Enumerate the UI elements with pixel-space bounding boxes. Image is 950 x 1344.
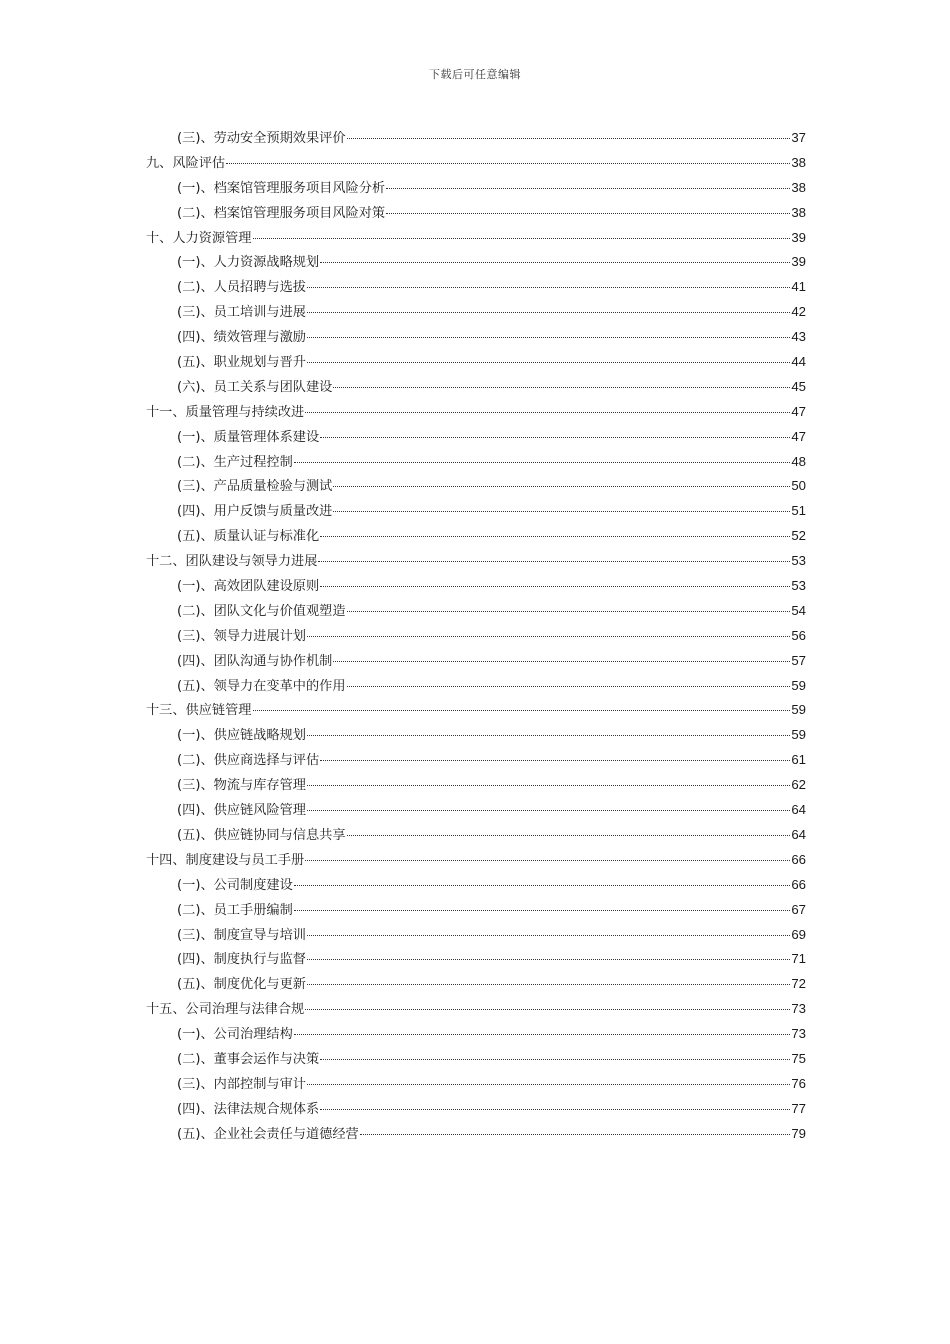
toc-entry-page-number: 59 [791, 727, 806, 743]
toc-entry-title: (五)、质量认证与标准化 [177, 529, 320, 545]
toc-section-entry[interactable] [146, 375, 806, 400]
toc-chapter-entry[interactable] [146, 151, 806, 176]
toc-chapter-entry[interactable] [146, 698, 806, 723]
toc-dot-leader [307, 984, 790, 985]
toc-entry-page-number: 38 [791, 204, 806, 220]
toc-section-entry[interactable] [146, 574, 806, 599]
toc-entry-title: (二)、人员招聘与选拔 [177, 280, 306, 296]
toc-section-entry[interactable] [146, 176, 806, 201]
toc-entry-page-number: 73 [791, 1001, 806, 1017]
toc-dot-leader [226, 163, 790, 164]
toc-entry-title: (六)、员工关系与团队建设 [177, 379, 333, 395]
toc-entry-title: (一)、公司治理结构 [177, 1027, 293, 1043]
toc-dot-leader [320, 760, 790, 761]
toc-section-entry[interactable] [146, 923, 806, 948]
toc-dot-leader [386, 213, 790, 214]
table-of-contents [146, 126, 806, 1147]
toc-entry-title: (四)、法律法规合规体系 [177, 1101, 320, 1117]
toc-dot-leader [347, 686, 791, 687]
toc-section-entry[interactable] [146, 972, 806, 997]
toc-dot-leader [320, 536, 790, 537]
toc-entry-page-number: 66 [791, 851, 806, 867]
toc-entry-title: (三)、内部控制与审计 [177, 1076, 306, 1092]
toc-entry-title: (三)、劳动安全预期效果评价 [177, 131, 346, 146]
toc-entry-title: 十四、制度建设与员工手册 [146, 852, 305, 868]
toc-dot-leader [307, 312, 790, 313]
toc-entry-page-number: 79 [791, 1125, 806, 1141]
toc-entry-page-number: 48 [791, 453, 806, 469]
toc-dot-leader [360, 1134, 791, 1135]
toc-dot-leader [253, 710, 791, 711]
toc-dot-leader [294, 910, 791, 911]
toc-entry-title: (三)、领导力进展计划 [177, 628, 306, 644]
toc-entry-page-number: 50 [791, 478, 806, 494]
toc-dot-leader [307, 959, 790, 960]
toc-entry-page-number: 43 [791, 329, 806, 345]
toc-entry-page-number: 66 [791, 876, 806, 892]
toc-section-entry[interactable] [146, 1122, 806, 1147]
toc-entry-page-number: 69 [791, 926, 806, 942]
toc-chapter-entry[interactable] [146, 226, 806, 251]
toc-entry-page-number: 54 [791, 602, 806, 618]
toc-dot-leader [307, 785, 790, 786]
toc-entry-page-number: 41 [791, 279, 806, 295]
toc-dot-leader [307, 636, 790, 637]
toc-entry-page-number: 38 [791, 179, 806, 195]
toc-dot-leader [320, 437, 790, 438]
toc-dot-leader [347, 611, 791, 612]
toc-dot-leader [320, 586, 790, 587]
toc-dot-leader [307, 1084, 790, 1085]
toc-chapter-entry[interactable] [146, 400, 806, 425]
toc-dot-leader [320, 1109, 790, 1110]
toc-section-entry[interactable] [146, 126, 806, 151]
toc-section-entry[interactable] [146, 325, 806, 350]
toc-entry-title: (五)、供应链协同与信息共享 [177, 827, 346, 843]
toc-dot-leader [305, 1009, 790, 1010]
toc-entry-page-number: 39 [791, 229, 806, 245]
toc-dot-leader [294, 885, 791, 886]
toc-dot-leader [333, 511, 790, 512]
toc-entry-title: (一)、供应链战略规划 [177, 728, 306, 744]
toc-entry-title: (二)、团队文化与价值观塑造 [177, 603, 346, 619]
toc-section-entry[interactable] [146, 450, 806, 475]
toc-section-entry[interactable] [146, 1047, 806, 1072]
toc-dot-leader [307, 735, 790, 736]
toc-section-entry[interactable] [146, 474, 806, 499]
toc-section-entry[interactable] [146, 723, 806, 748]
toc-dot-leader [307, 287, 790, 288]
toc-section-entry[interactable] [146, 674, 806, 699]
toc-section-entry[interactable] [146, 275, 806, 300]
toc-section-entry[interactable] [146, 1097, 806, 1122]
toc-section-entry[interactable] [146, 350, 806, 375]
toc-entry-title: (三)、产品质量检验与测试 [177, 479, 333, 495]
toc-section-entry[interactable] [146, 873, 806, 898]
toc-entry-page-number: 72 [791, 976, 806, 992]
toc-entry-title: 十二、团队建设与领导力进展 [146, 554, 318, 570]
toc-entry-title: (四)、用户反馈与质量改进 [177, 504, 333, 520]
toc-entry-page-number: 53 [791, 578, 806, 594]
toc-section-entry[interactable] [146, 624, 806, 649]
toc-entry-page-number: 56 [791, 627, 806, 643]
toc-dot-leader [333, 387, 790, 388]
toc-entry-page-number: 47 [791, 428, 806, 444]
toc-dot-leader [318, 561, 790, 562]
toc-entry-page-number: 53 [791, 553, 806, 569]
toc-entry-page-number: 59 [791, 677, 806, 693]
toc-dot-leader [294, 1034, 791, 1035]
toc-section-entry[interactable] [146, 425, 806, 450]
toc-entry-page-number: 75 [791, 1050, 806, 1066]
toc-entry-page-number: 61 [791, 752, 806, 768]
toc-dot-leader [333, 486, 790, 487]
toc-entry-page-number: 59 [791, 702, 806, 718]
toc-dot-leader [305, 860, 790, 861]
toc-section-entry[interactable] [146, 300, 806, 325]
toc-dot-leader [333, 661, 790, 662]
toc-section-entry[interactable] [146, 823, 806, 848]
toc-section-entry[interactable] [146, 250, 806, 275]
toc-section-entry[interactable] [146, 599, 806, 624]
toc-chapter-entry[interactable] [146, 848, 806, 873]
toc-dot-leader [386, 188, 790, 189]
toc-entry-title: (五)、职业规划与晋升 [177, 355, 306, 371]
toc-entry-title: (二)、员工手册编制 [177, 902, 293, 918]
toc-entry-title: 十一、质量管理与持续改进 [146, 404, 305, 420]
toc-entry-title: (一)、公司制度建设 [177, 877, 293, 893]
toc-entry-page-number: 73 [791, 1026, 806, 1042]
toc-dot-leader [307, 337, 790, 338]
toc-entry-page-number: 62 [791, 777, 806, 793]
toc-entry-title: (五)、制度优化与更新 [177, 977, 306, 993]
toc-entry-page-number: 57 [791, 652, 806, 668]
toc-entry-title: (五)、领导力在变革中的作用 [177, 678, 346, 694]
toc-entry-title: (二)、董事会运作与决策 [177, 1051, 320, 1067]
toc-entry-title: (一)、人力资源战略规划 [177, 255, 320, 271]
toc-entry-title: (三)、制度宣导与培训 [177, 927, 306, 943]
toc-entry-title: 十三、供应链管理 [146, 703, 252, 719]
toc-entry-title: (四)、供应链风险管理 [177, 803, 306, 819]
toc-entry-page-number: 37 [791, 130, 806, 145]
toc-dot-leader [253, 238, 791, 239]
toc-entry-title: (三)、员工培训与进展 [177, 305, 306, 321]
toc-entry-page-number: 42 [791, 304, 806, 320]
toc-entry-title: (四)、制度执行与监督 [177, 952, 306, 968]
toc-entry-page-number: 47 [791, 403, 806, 419]
toc-dot-leader [347, 835, 791, 836]
toc-entry-page-number: 64 [791, 826, 806, 842]
toc-entry-page-number: 77 [791, 1100, 806, 1116]
toc-entry-title: (二)、生产过程控制 [177, 454, 293, 470]
toc-dot-leader [347, 138, 791, 139]
toc-chapter-entry[interactable] [146, 549, 806, 574]
toc-dot-leader [305, 412, 790, 413]
toc-entry-title: 十五、公司治理与法律合规 [146, 1002, 305, 1018]
toc-section-entry[interactable] [146, 1022, 806, 1047]
toc-entry-title: (四)、团队沟通与协作机制 [177, 653, 333, 669]
toc-entry-title: (三)、物流与库存管理 [177, 778, 306, 794]
toc-section-entry[interactable] [146, 798, 806, 823]
toc-section-entry[interactable] [146, 201, 806, 226]
toc-entry-page-number: 71 [791, 951, 806, 967]
toc-dot-leader [307, 810, 790, 811]
toc-dot-leader [320, 1059, 790, 1060]
toc-dot-leader [307, 935, 790, 936]
toc-dot-leader [307, 362, 790, 363]
toc-entry-title: (一)、高效团队建设原则 [177, 579, 320, 595]
toc-entry-page-number: 45 [791, 378, 806, 394]
toc-section-entry[interactable] [146, 524, 806, 549]
toc-section-entry[interactable] [146, 947, 806, 972]
toc-entry-title: 九、风险评估 [146, 155, 226, 171]
toc-entry-title: (五)、企业社会责任与道德经营 [177, 1126, 359, 1142]
toc-entry-page-number: 51 [791, 503, 806, 519]
toc-section-entry[interactable] [146, 773, 806, 798]
toc-entry-title: (一)、档案馆管理服务项目风险分析 [177, 180, 386, 196]
toc-section-entry[interactable] [146, 649, 806, 674]
toc-entry-page-number: 39 [791, 254, 806, 270]
toc-entry-page-number: 38 [791, 154, 806, 170]
toc-dot-leader [320, 262, 790, 263]
toc-entry-title: (一)、质量管理体系建设 [177, 429, 320, 445]
toc-entry-page-number: 67 [791, 901, 806, 917]
toc-entry-title: (四)、绩效管理与激励 [177, 330, 306, 346]
toc-entry-page-number: 44 [791, 354, 806, 370]
toc-dot-leader [294, 462, 791, 463]
toc-entry-title: 十、人力资源管理 [146, 230, 252, 246]
toc-chapter-entry[interactable] [146, 997, 806, 1022]
toc-entry-page-number: 76 [791, 1075, 806, 1091]
page-header: 下载后可任意编辑 [429, 68, 521, 81]
toc-entry-title: (二)、档案馆管理服务项目风险对策 [177, 205, 386, 221]
toc-section-entry[interactable] [146, 898, 806, 923]
toc-section-entry[interactable] [146, 1072, 806, 1097]
toc-section-entry[interactable] [146, 499, 806, 524]
toc-entry-page-number: 64 [791, 802, 806, 818]
toc-section-entry[interactable] [146, 748, 806, 773]
toc-entry-page-number: 52 [791, 528, 806, 544]
toc-entry-title: (二)、供应商选择与评估 [177, 753, 320, 769]
